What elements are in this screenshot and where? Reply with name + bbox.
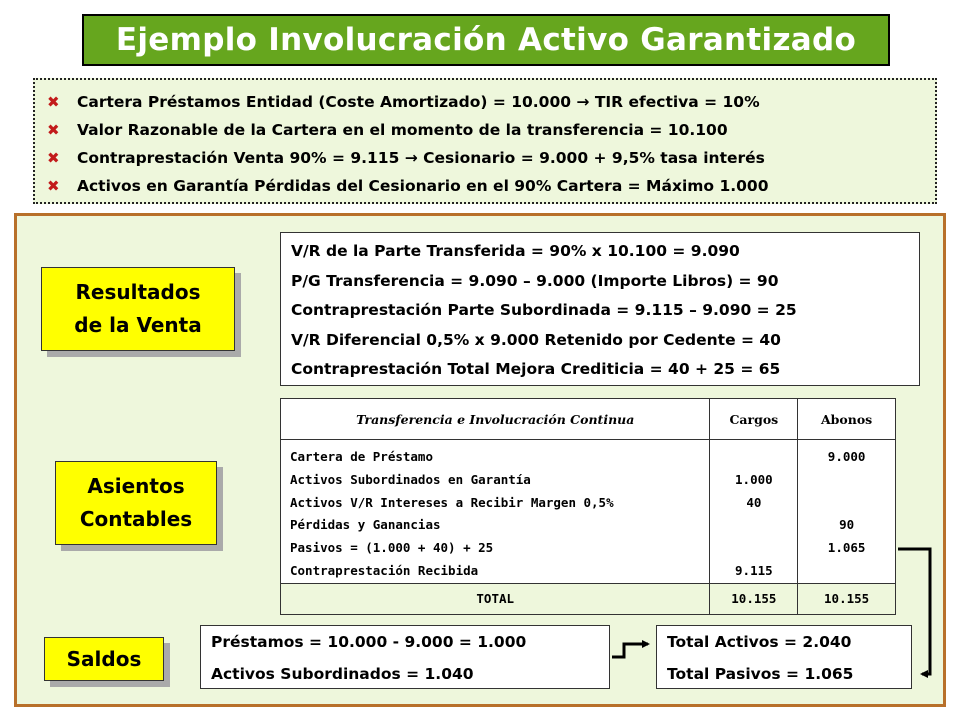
- debit-cell: 40: [746, 494, 762, 510]
- bullet-text: Valor Razonable de la Cartera en el momento de la transferencia = 10.100: [77, 121, 728, 139]
- credit-cell: 9.000: [827, 449, 866, 464]
- bullet-text: Contraprestación Venta 90% = 9.115 → Cesionario = 9.000 + 9,5% tasa interés: [77, 149, 765, 167]
- balance-line: Activos Subordinados = 1.040: [211, 665, 474, 683]
- sale-results-box: [280, 232, 920, 386]
- bullet-item: [47, 116, 935, 144]
- debit-cell: [710, 446, 797, 469]
- debit-cell: 9.115: [735, 562, 773, 578]
- concept-cell: Pasivos = (1.000 + 40) + 25: [290, 540, 494, 556]
- totals-balance-box: [656, 625, 912, 689]
- credit-cell: [798, 492, 895, 515]
- concept-cell: Activos V/R Intereses a Recibir Margen 0,5%: [290, 494, 614, 510]
- x-mark-icon: ✖: [47, 93, 60, 111]
- concept-cell: Pérdidas y Ganancias: [290, 517, 441, 533]
- table-body-row: [281, 440, 896, 584]
- label-entries-line1: Asientos: [87, 474, 185, 498]
- result-line: V/R de la Parte Transferida = 90% x 10.100 = 9.090: [291, 242, 740, 260]
- credit-cell: 90: [839, 517, 855, 533]
- bullet-item: [47, 172, 935, 200]
- label-balances-text: Saldos: [66, 646, 142, 671]
- result-line: V/R Diferencial 0,5% x 9.000 Retenido por Cedente = 40: [291, 330, 781, 349]
- loans-balance-box: [200, 625, 610, 689]
- debit-cell: [710, 537, 797, 560]
- label-balances: [44, 637, 164, 681]
- total-label: TOTAL: [281, 583, 710, 614]
- concept-cell: Cartera de Préstamo: [290, 449, 433, 464]
- header-credit: Abonos: [798, 399, 896, 440]
- result-line: Contraprestación Total Mejora Crediticia = 40 + 25 = 65: [291, 360, 781, 378]
- credit-column: [798, 440, 896, 584]
- result-line: Contraprestación Parte Subordinada = 9.115 – 9.090 = 25: [291, 301, 797, 319]
- credit-cell: [798, 560, 895, 583]
- credit-cell: 1.065: [827, 540, 866, 556]
- concept-cell: Activos Subordinados en Garantía: [290, 471, 531, 487]
- x-mark-icon: ✖: [47, 149, 60, 167]
- table-header-row: [281, 399, 896, 440]
- total-debit: 10.155: [710, 583, 798, 614]
- header-debit: Cargos: [710, 399, 798, 440]
- assumptions-box: [33, 78, 937, 204]
- label-entries-line2: Contables: [79, 507, 193, 531]
- result-line: P/G Transferencia = 9.090 – 9.000 (Importe Libros) = 90: [291, 271, 779, 290]
- balance-line: Préstamos = 10.000 - 9.000 = 1.000: [211, 633, 527, 651]
- total-credit: 10.155: [798, 583, 896, 614]
- debit-column: [710, 440, 798, 584]
- concept-cell: Contraprestación Recibida: [290, 562, 479, 578]
- header-concept: Transferencia e Involucración Continua: [281, 399, 710, 440]
- bullet-text: Activos en Garantía Pérdidas del Cesionario en el 90% Cartera = Máximo 1.000: [77, 177, 769, 195]
- bullet-item: [47, 88, 935, 116]
- credit-cell: [798, 469, 895, 492]
- table-total-row: [281, 583, 896, 614]
- x-mark-icon: ✖: [47, 177, 60, 195]
- debit-cell: [710, 514, 797, 537]
- bullet-item: [47, 144, 935, 172]
- label-entries: [55, 461, 217, 545]
- label-results: [41, 267, 235, 351]
- total-assets-line: Total Activos = 2.040: [667, 633, 852, 651]
- concept-column: [281, 440, 710, 584]
- total-liabilities-line: Total Pasivos = 1.065: [667, 665, 854, 683]
- x-mark-icon: ✖: [47, 121, 60, 139]
- label-results-line2: de la Venta: [74, 313, 202, 337]
- slide-title: Ejemplo Involucración Activo Garantizado: [82, 14, 890, 66]
- journal-entries-table: [280, 398, 896, 615]
- bullet-text: Cartera Préstamos Entidad (Coste Amortizado) = 10.000 → TIR efectiva = 10%: [77, 93, 760, 111]
- label-results-line1: Resultados: [75, 280, 201, 304]
- debit-cell: 1.000: [735, 471, 773, 487]
